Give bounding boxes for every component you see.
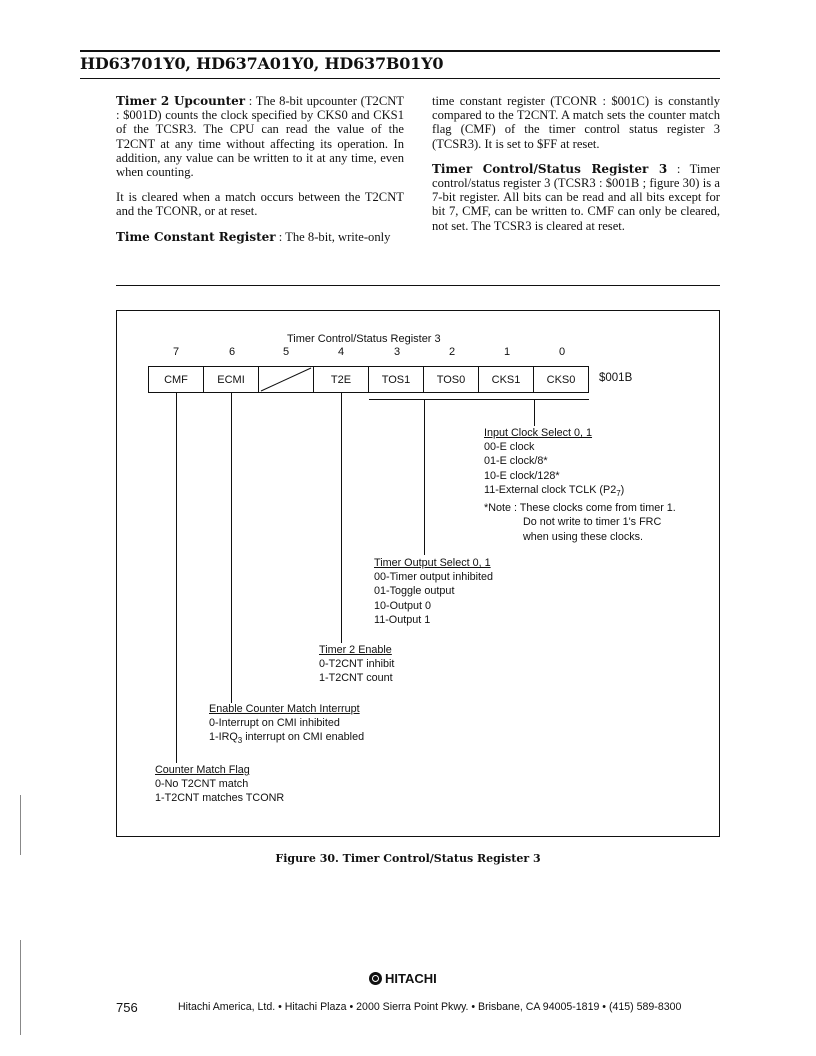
- bit-cell-ecmi: ECMI: [203, 366, 259, 393]
- bit-cell-cmf: CMF: [148, 366, 204, 393]
- leader-cmf: [176, 393, 177, 763]
- timer-output-heading: Timer Output Select 0, 1: [374, 557, 491, 569]
- counter-match-flag-heading: Counter Match Flag: [155, 764, 250, 776]
- paragraph-text: : The 8-bit, write-only: [275, 229, 391, 244]
- input-clock-note: when using these clocks.: [523, 530, 644, 543]
- input-clock-description: [484, 426, 676, 544]
- bit-cell-cks0: CKS0: [533, 366, 589, 393]
- register-title: Timer Control/Status Register 3: [287, 333, 441, 345]
- counter-match-flag-description: [155, 763, 284, 806]
- bit-number-5: 5: [282, 346, 290, 358]
- bit-number-1: 1: [503, 346, 511, 358]
- margin-scan-mark: [20, 795, 21, 855]
- heading-time-constant: Time Constant Register: [116, 229, 276, 244]
- footer-address: Hitachi America, Ltd. • Hitachi Plaza • 2000 Sierra Point Pkwy. • Brisbane, CA 94005-1819 • (415) 589-8300: [178, 1001, 682, 1013]
- hitachi-logo-text: HITACHI: [385, 971, 437, 986]
- bit-cell-tos0: TOS0: [423, 366, 479, 393]
- counter-match-flag-line: 1-T2CNT matches TCONR: [155, 792, 285, 805]
- leader-t2e: [341, 393, 342, 643]
- header-bottom-rule: [80, 78, 720, 79]
- timer2-enable-line: 0-T2CNT inhibit: [319, 658, 395, 671]
- hitachi-logo: [369, 971, 437, 986]
- bit-cell-t2e: T2E: [313, 366, 369, 393]
- right-text-column: [432, 94, 720, 244]
- timer-output-line: 10-Output 0: [374, 599, 432, 612]
- margin-scan-mark: [20, 940, 21, 1035]
- timer2-enable-description: [319, 643, 394, 686]
- header-top-rule: [80, 50, 720, 52]
- irq-subscript: 3: [237, 736, 243, 746]
- paragraph-tcsr3: [432, 162, 720, 233]
- timer-output-line: 11-Output 1: [374, 613, 431, 626]
- paragraph-text: : Timer control/status register 3 (TCSR3 : $001B ; figure 30) is a 7-bit register. All bits can be read and all bits except for bit 7, CMF, can be written to. CMF can only be cleared, not set. The TCSR3 is cleared at reset.: [432, 161, 720, 233]
- hitachi-logo-icon: [369, 972, 382, 985]
- page-number: 756: [116, 1000, 138, 1015]
- bit-cell-tos1: TOS1: [368, 366, 424, 393]
- bit-number-7: 7: [172, 346, 180, 358]
- paragraph-timer2-upcounter: [116, 94, 404, 179]
- section-separator: [116, 285, 720, 286]
- counter-match-interrupt-line: 0-Interrupt on CMI inhibited: [209, 717, 340, 730]
- input-clock-note: *Note : These clocks come from timer 1.: [484, 502, 676, 515]
- timer2-enable-line: 1-T2CNT count: [319, 672, 393, 685]
- bit-cell-unused: [258, 366, 314, 393]
- bit-number-3: 3: [393, 346, 401, 358]
- unused-bit-slash: [259, 367, 313, 392]
- heading-tcsr3: Timer Control/Status Register 3: [432, 161, 668, 176]
- bit-number-2: 2: [448, 346, 456, 358]
- timer2-enable-heading: Timer 2 Enable: [319, 644, 392, 656]
- figure-caption: Figure 30. Timer Control/Status Register 3: [275, 852, 541, 865]
- input-clock-line: 10-E clock/128*: [484, 469, 560, 482]
- irq-suffix: interrupt on CMI enabled: [242, 731, 365, 744]
- counter-match-flag-line: 0-No T2CNT match: [155, 778, 249, 791]
- bit-number-4: 4: [337, 346, 345, 358]
- bit-number-6: 6: [228, 346, 236, 358]
- timer-output-line: 01-Toggle output: [374, 585, 455, 598]
- leader-tos: [424, 399, 425, 555]
- input-clock-heading: Input Clock Select 0, 1: [484, 427, 593, 439]
- external-clock-subscript: 7: [616, 488, 621, 498]
- input-clock-line: 01-E clock/8*: [484, 455, 548, 468]
- bit-cell-cks1: CKS1: [478, 366, 534, 393]
- paragraph-cleared: It is cleared when a match occurs between the T2CNT and the TCONR, or at reset.: [116, 190, 404, 219]
- paragraph-time-constant: [116, 230, 404, 244]
- external-clock-text: 11-External clock TCLK (P2: [484, 483, 617, 496]
- timer-output-description: [374, 556, 493, 627]
- counter-match-interrupt-line: [209, 730, 364, 748]
- paragraph-tconr: time constant register (TCONR : $001C) is constantly compared to the T2CNT. A match sets the counter match flag (CMF) of the timer control status register 3 (TCSR3). It is set to $FF at reset.: [432, 94, 720, 151]
- leader-cks: [534, 399, 535, 426]
- bit-number-0: 0: [558, 346, 566, 358]
- leader-ecmi: [231, 393, 232, 703]
- document-title: HD63701Y0, HD637A01Y0, HD637B01Y0: [80, 54, 444, 73]
- external-clock-close: ): [620, 483, 625, 496]
- paragraph-text: : The 8-bit upcounter (T2CNT : $001D) counts the clock specified by CKS0 and CKS1 of the TCSR3. The CPU can read the value of the T2CNT at any time without affecting its operation. In addition, any value can be written to it at any time, even when counting.: [116, 94, 405, 180]
- heading-timer2-upcounter: Timer 2 Upcounter: [116, 94, 246, 108]
- irq-prefix: 1-IRQ: [209, 731, 238, 744]
- register-address: $001B: [599, 372, 633, 384]
- input-clock-note: Do not write to timer 1's FRC: [523, 516, 662, 529]
- counter-match-interrupt-heading: Enable Counter Match Interrupt: [209, 703, 360, 715]
- input-clock-line: 00-E clock: [484, 441, 535, 454]
- timer-output-line: 00-Timer output inhibited: [374, 571, 494, 584]
- input-clock-line: [484, 483, 676, 501]
- counter-match-interrupt-description: [209, 702, 364, 749]
- left-text-column: [116, 94, 404, 255]
